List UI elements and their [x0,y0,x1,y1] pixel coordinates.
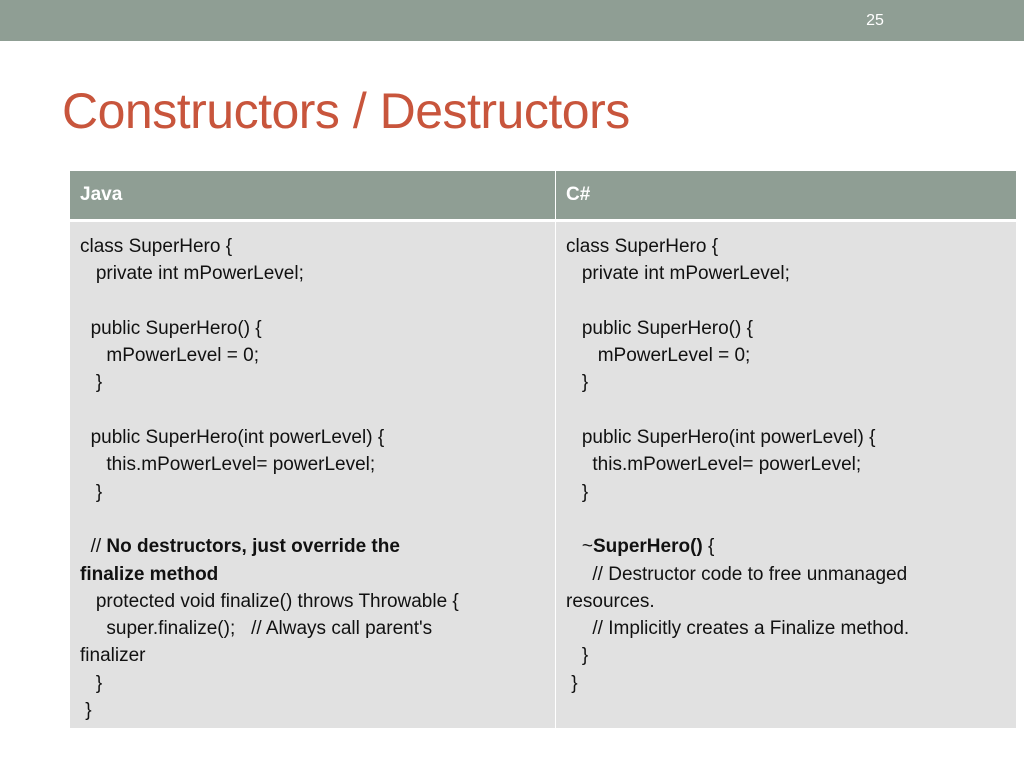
code-line: mPowerLevel = 0; [80,345,260,367]
code-line: // Implicitly creates a Finalize method. [566,618,910,640]
code-line: } [566,481,589,503]
code-line: class SuperHero { [566,236,719,257]
code-line: resources. [566,590,655,612]
code-line: public SuperHero() { [80,317,262,339]
csharp-code-cell [556,221,1017,729]
code-line: } [80,672,103,694]
code-line: } [566,672,578,694]
code-line [80,397,545,424]
code-line [80,288,545,315]
csharp-code-block [566,233,1006,697]
code-line: this.mPowerLevel= powerLevel; [80,454,376,476]
code-line [566,288,1006,315]
slide-number: 25 [866,12,884,29]
code-line: super.finalize(); // Always call parent's [80,618,433,640]
code-text: ~ [566,536,593,558]
code-line: finalizer [80,645,146,667]
comparison-table [69,170,1017,729]
code-line: // Destructor code to free unmanaged [566,563,908,585]
header-csharp: C# [556,171,1017,221]
table-row [70,221,1017,729]
code-line [80,506,545,533]
code-bold-text: No destructors, just override the [106,536,400,558]
code-line: public SuperHero() { [566,317,753,339]
code-line [566,506,1006,533]
java-code-cell [70,221,556,729]
code-line: class SuperHero { [80,236,233,257]
code-bold-text: SuperHero() [592,536,703,558]
code-line: private int mPowerLevel; [80,263,304,285]
code-bold-text: finalize method [80,563,219,585]
code-text: { [702,536,715,558]
code-line: mPowerLevel = 0; [566,345,751,367]
code-line: public SuperHero(int powerLevel) { [566,427,876,449]
code-line: public SuperHero(int powerLevel) { [80,427,385,449]
code-line [80,561,545,588]
code-line: this.mPowerLevel= powerLevel; [566,454,862,476]
code-line [566,533,1006,560]
java-code-block [80,233,545,724]
table-header-row [70,171,1017,221]
code-line: } [80,700,92,722]
slide-title: Constructors / Destructors [62,83,630,139]
header-java: Java [70,171,556,221]
code-line: } [80,481,103,503]
code-line: protected void finalize() throws Throwable { [80,590,459,612]
code-line: } [566,372,589,394]
code-line: } [80,372,103,394]
code-text: // [80,536,107,558]
code-line [566,397,1006,424]
code-line: } [566,645,589,667]
top-bar [0,0,1024,41]
code-line [80,533,545,560]
code-line: private int mPowerLevel; [566,263,790,285]
